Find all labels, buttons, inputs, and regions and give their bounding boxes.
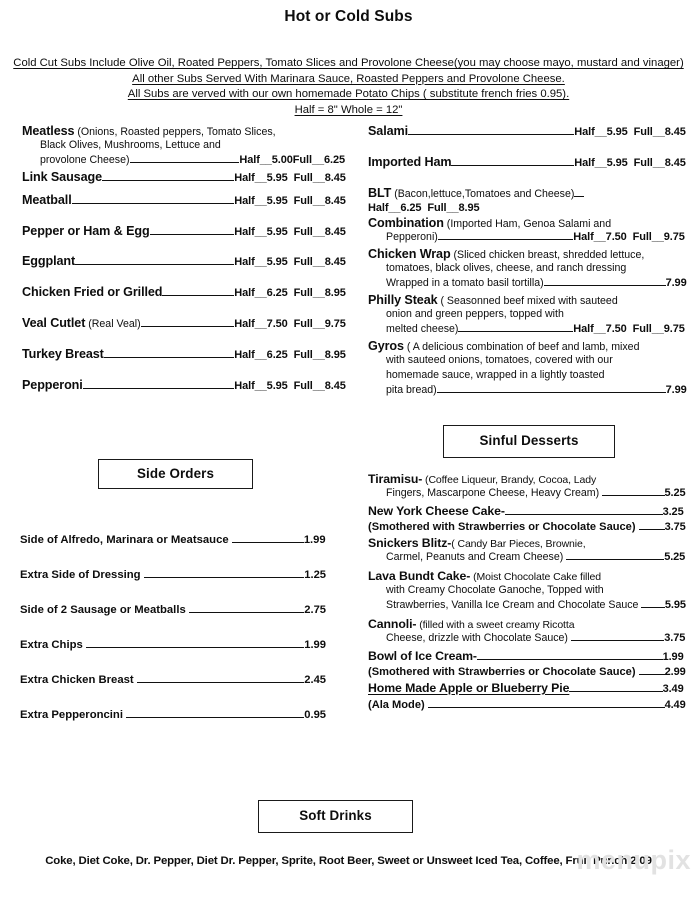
dessert-name: Bowl of Ice Cream-	[368, 649, 477, 663]
menu-item-description-line	[22, 153, 350, 168]
menu-item[interactable]	[368, 155, 690, 169]
menu-item-headline	[22, 316, 350, 330]
price-leader-line	[451, 156, 574, 166]
menu-item-headline	[368, 293, 690, 307]
menu-item[interactable]	[368, 247, 690, 291]
price-value: 5.95	[664, 599, 686, 611]
menu-item-description: (Real Veal)	[85, 318, 141, 330]
side-order-label: Extra Chips	[20, 639, 86, 651]
price-value: Half__7.50 Full__9.75	[573, 231, 685, 243]
menu-item-headline	[368, 339, 690, 353]
description-text: onion and green peppers, topped with	[386, 308, 564, 320]
menu-item-description-line	[368, 368, 690, 383]
price-leader-line	[137, 674, 304, 683]
price-leader-line	[126, 709, 304, 718]
price-leader-line	[130, 154, 240, 163]
dessert-description-line	[368, 550, 690, 565]
header-note-line-4: Half = 8" Whole = 12"	[294, 103, 403, 116]
dessert-headline	[368, 649, 690, 663]
menu-item-name: Pepper or Ham & Egg	[22, 224, 150, 238]
description-text: with sauteed onions, tomatoes, covered with our	[386, 354, 613, 366]
price-value: 1.99	[662, 651, 684, 663]
price-value: Half__5.00Full__6.25	[239, 154, 345, 166]
menu-item[interactable]	[368, 186, 690, 214]
menu-item-description-line	[368, 276, 690, 291]
menu-item-headline	[22, 193, 350, 207]
side-order-price: 1.99	[304, 639, 326, 651]
dessert-item[interactable]	[368, 649, 690, 663]
dessert-description: (filled with a sweet creamy Ricotta	[416, 619, 575, 631]
dessert-item[interactable]	[368, 665, 690, 680]
side-order-row[interactable]	[20, 638, 330, 652]
dessert-headline	[368, 536, 690, 550]
menu-item-name: Turkey Breast	[22, 347, 104, 361]
dessert-item[interactable]	[368, 472, 690, 501]
dessert-headline	[368, 681, 690, 695]
description-text: with Creamy Chocolate Ganoche, Topped with	[386, 584, 604, 596]
price-leader-line	[232, 534, 304, 543]
dessert-note-text: (Smothered with Strawberries or Chocolate Sauce)	[368, 521, 639, 533]
dessert-description: (Moist Chocolate Cake filled	[470, 571, 602, 583]
menu-item[interactable]	[22, 285, 350, 299]
price-leader-line	[574, 187, 584, 197]
dessert-item[interactable]	[368, 698, 690, 713]
dessert-item[interactable]	[368, 569, 690, 613]
menu-item[interactable]	[22, 378, 350, 392]
menu-item[interactable]	[22, 170, 350, 184]
header-note-line-2: All other Subs Served With Marinara Sauce, Roasted Peppers and Provolone Cheese.	[132, 72, 565, 85]
menu-item[interactable]	[22, 224, 350, 238]
menu-item-name: Gyros	[368, 339, 404, 353]
description-text: Wrapped in a tomato basil tortilla)	[386, 277, 544, 289]
price-leader-line	[477, 650, 663, 660]
soft-drinks-line: Coke, Diet Coke, Dr. Pepper, Diet Dr. Pepper, Sprite, Root Beer, Sweet or Unsweet Iced Tea, Coffee, Fruit Punch 2.09	[45, 855, 652, 867]
dessert-item[interactable]	[368, 520, 690, 535]
side-order-row[interactable]	[20, 673, 330, 687]
menu-item-description-line	[22, 138, 350, 153]
price-value: 7.99	[665, 277, 687, 289]
dessert-item[interactable]	[368, 504, 690, 518]
menu-item-name: Link Sausage	[22, 170, 102, 184]
price-value: Half__6.25 Full__8.95	[234, 287, 346, 299]
page-title: Hot or Cold Subs	[284, 8, 413, 25]
side-order-label: Side of Alfredo, Marinara or Meatsauce	[20, 534, 232, 546]
dessert-headline	[368, 617, 690, 631]
price-leader-line	[639, 666, 665, 675]
menu-item-description: ( A delicious combination of beef and lamb, mixed	[403, 341, 640, 353]
side-order-label: Side of 2 Sausage or Meatballs	[20, 604, 189, 616]
price-leader-line	[571, 632, 664, 641]
dessert-description-line	[368, 583, 690, 598]
menu-item-description: (Imported Ham, Genoa Salami and	[443, 218, 612, 230]
dessert-item[interactable]	[368, 536, 690, 565]
price-value: Half__5.95 Full__8.45	[234, 172, 346, 184]
menu-item-headline	[22, 254, 350, 268]
menu-item-headline	[22, 224, 350, 238]
dessert-name: New York Cheese Cake-	[368, 504, 505, 518]
menu-item-name: Meatball	[22, 193, 72, 207]
price-value: Half__6.25 Full__8.95	[234, 349, 346, 361]
menu-item-headline	[368, 155, 690, 169]
price-leader-line	[72, 194, 235, 204]
side-order-label: Extra Pepperoncini	[20, 709, 127, 721]
side-order-row[interactable]	[20, 708, 330, 722]
price-value: Half__5.95 Full__8.45	[234, 380, 346, 392]
menu-item-headline	[368, 124, 690, 138]
dessert-description: ( Candy Bar Pieces, Brownie,	[451, 538, 586, 550]
menu-item-description-line	[368, 307, 690, 322]
side-order-row[interactable]	[20, 603, 330, 617]
side-order-label: Extra Side of Dressing	[20, 569, 144, 581]
menu-item[interactable]	[368, 339, 690, 398]
side-order-row[interactable]	[20, 568, 330, 582]
description-text: melted cheese)	[386, 323, 459, 335]
side-order-price: 2.75	[304, 604, 327, 616]
menu-item-description: (Onions, Roasted peppers, Tomato Slices,	[74, 126, 276, 138]
price-leader-line	[569, 682, 662, 692]
dessert-item[interactable]	[368, 617, 690, 646]
price-value: 3.25	[662, 506, 684, 518]
menu-item-headline	[368, 216, 690, 230]
menu-item-name: Pepperoni	[22, 378, 83, 392]
menu-item[interactable]	[22, 347, 350, 361]
side-order-row[interactable]	[20, 533, 330, 547]
dessert-name: Tiramisu-	[368, 472, 423, 486]
header-note-block	[0, 56, 697, 118]
price-leader-line	[458, 323, 573, 332]
menu-item[interactable]	[368, 293, 690, 337]
menu-item-description-line	[368, 230, 690, 245]
price-value: Half__7.50 Full__9.75	[234, 318, 346, 330]
menu-item[interactable]	[22, 124, 350, 168]
dessert-name: Snickers Blitz-	[368, 536, 452, 550]
menu-item-description-line	[368, 261, 690, 276]
dessert-headline	[368, 569, 690, 583]
dessert-name: Cannoli-	[368, 617, 417, 631]
menu-item-description-line	[368, 383, 690, 398]
dessert-note-line	[368, 520, 690, 535]
menu-item-name: Veal Cutlet	[22, 316, 86, 330]
description-text: Black Olives, Mushrooms, Lettuce and	[40, 139, 221, 151]
price-value: Half__6.25 Full__8.95	[368, 202, 480, 214]
menu-item-name: Salami	[368, 124, 409, 138]
menu-item-headline	[22, 124, 350, 138]
description-text: Strawberries, Vanilla Ice Cream and Chocolate Sauce	[386, 599, 642, 611]
menu-item-headline	[22, 347, 350, 361]
menu-item-name: Eggplant	[22, 254, 76, 268]
price-leader-line	[602, 487, 664, 496]
dessert-note-line	[368, 698, 690, 713]
price-value: 2.99	[664, 666, 686, 678]
dessert-description-line	[368, 598, 690, 613]
header-note-line-3: All Subs are verved with our own homemade Potato Chips ( substitute french fries 0.95).	[127, 88, 570, 101]
price-leader-line	[505, 505, 663, 515]
side-order-price: 0.95	[304, 709, 327, 721]
price-value: Half__5.95 Full__8.45	[234, 226, 346, 238]
price-leader-line	[104, 348, 235, 358]
dessert-description-line	[368, 486, 690, 501]
dessert-note-text: (Ala Mode)	[368, 699, 428, 711]
price-value: Half__5.95 Full__8.45	[574, 157, 686, 169]
price-leader-line	[86, 639, 304, 648]
menu-item-description: (Bacon,lettuce,Tomatoes and Cheese)	[391, 188, 575, 200]
menu-item-headline	[368, 247, 690, 261]
price-leader-line	[408, 125, 574, 135]
menu-item[interactable]	[22, 316, 350, 330]
price-value: 3.75	[664, 632, 686, 644]
price-leader-line	[150, 225, 235, 235]
price-leader-line	[641, 599, 664, 608]
price-value: Half__5.95 Full__8.45	[574, 126, 686, 138]
description-text: Fingers, Mascarpone Cheese, Heavy Cream)	[386, 487, 603, 499]
menu-item-headline	[22, 285, 350, 299]
price-value: 3.75	[664, 521, 686, 533]
dessert-name: Lava Bundt Cake-	[368, 569, 471, 583]
menu-item-description: ( Seasonned beef mixed with sauteed	[437, 295, 618, 307]
price-leader-line	[144, 569, 305, 578]
menu-item[interactable]	[22, 193, 350, 207]
price-leader-line	[544, 277, 666, 286]
price-leader-line	[102, 171, 234, 181]
dessert-description: (Coffee Liqueur, Brandy, Cocoa, Lady	[422, 474, 597, 486]
description-text: Carmel, Peanuts and Cream Cheese)	[386, 551, 567, 563]
price-leader-line	[566, 551, 664, 560]
dessert-headline	[368, 504, 690, 518]
description-text: pita bread)	[386, 384, 437, 396]
header-note-line-1: Cold Cut Subs Include Olive Oil, Roated Peppers, Tomato Slices and Provolone Cheese(you may choose mayo, mustard and vinager)	[13, 57, 684, 69]
menu-item-headline	[368, 186, 690, 214]
price-value: 5.25	[664, 551, 686, 563]
price-leader-line	[83, 379, 235, 389]
side-order-price: 1.99	[303, 534, 326, 546]
dessert-name: Home Made Apple or Blueberry Pie	[368, 681, 570, 695]
price-leader-line	[438, 231, 573, 240]
price-value: Half__5.95 Full__8.45	[234, 195, 346, 207]
menu-item[interactable]	[368, 216, 690, 245]
menu-item-name: Chicken Wrap	[368, 247, 451, 261]
side-order-price: 1.25	[304, 569, 327, 581]
price-value: 5.25	[664, 487, 686, 499]
price-value: 4.49	[664, 699, 686, 711]
section-heading-sinful-desserts: Sinful Desserts	[443, 425, 615, 458]
price-leader-line	[141, 317, 235, 327]
section-heading-soft-drinks: Soft Drinks	[258, 800, 413, 833]
price-leader-line	[189, 604, 304, 613]
menu-item[interactable]	[22, 254, 350, 268]
price-value: 7.99	[665, 384, 687, 396]
description-text: Cheese, drizzle with Chocolate Sauce)	[386, 632, 571, 644]
menu-item-name: Meatless	[22, 124, 75, 138]
menu-item-name: Imported Ham	[368, 155, 452, 169]
section-heading-side-orders: Side Orders	[98, 459, 253, 489]
price-leader-line	[639, 521, 665, 530]
price-leader-line	[437, 384, 666, 393]
price-value: Half__5.95 Full__8.45	[234, 256, 346, 268]
menupix-watermark: menupix	[576, 845, 691, 875]
description-text: homemade sauce, wrapped in a lightly toasted	[386, 369, 605, 381]
price-leader-line	[75, 255, 234, 265]
menu-item-headline	[22, 378, 350, 392]
menu-item[interactable]	[368, 124, 690, 138]
description-text: provolone Cheese)	[40, 154, 130, 166]
price-value: Half__7.50 Full__9.75	[573, 323, 685, 335]
menu-item-description-line	[368, 322, 690, 337]
price-leader-line	[428, 699, 665, 708]
menu-item-description: (Sliced chicken breast, shredded lettuce,	[450, 249, 645, 261]
menu-item-name: BLT	[368, 186, 392, 200]
dessert-description-line	[368, 631, 690, 646]
dessert-note-text: (Smothered with Strawberries or Chocolate Sauce)	[368, 666, 639, 678]
side-order-label: Extra Chicken Breast	[20, 674, 137, 686]
menu-item-name: Philly Steak	[368, 293, 438, 307]
description-text: Pepperoni)	[386, 231, 438, 243]
menu-item-description-line	[368, 353, 690, 368]
side-order-price: 2.45	[304, 674, 327, 686]
price-value: 3.49	[662, 683, 684, 695]
dessert-note-line	[368, 665, 690, 680]
dessert-item[interactable]	[368, 681, 690, 695]
menu-item-name: Combination	[368, 216, 444, 230]
price-leader-line	[162, 286, 234, 296]
menu-item-name: Chicken Fried or Grilled	[22, 285, 163, 299]
description-text: tomatoes, black olives, cheese, and ranch dressing	[386, 262, 627, 274]
menu-item-headline	[22, 170, 350, 184]
dessert-headline	[368, 472, 690, 486]
